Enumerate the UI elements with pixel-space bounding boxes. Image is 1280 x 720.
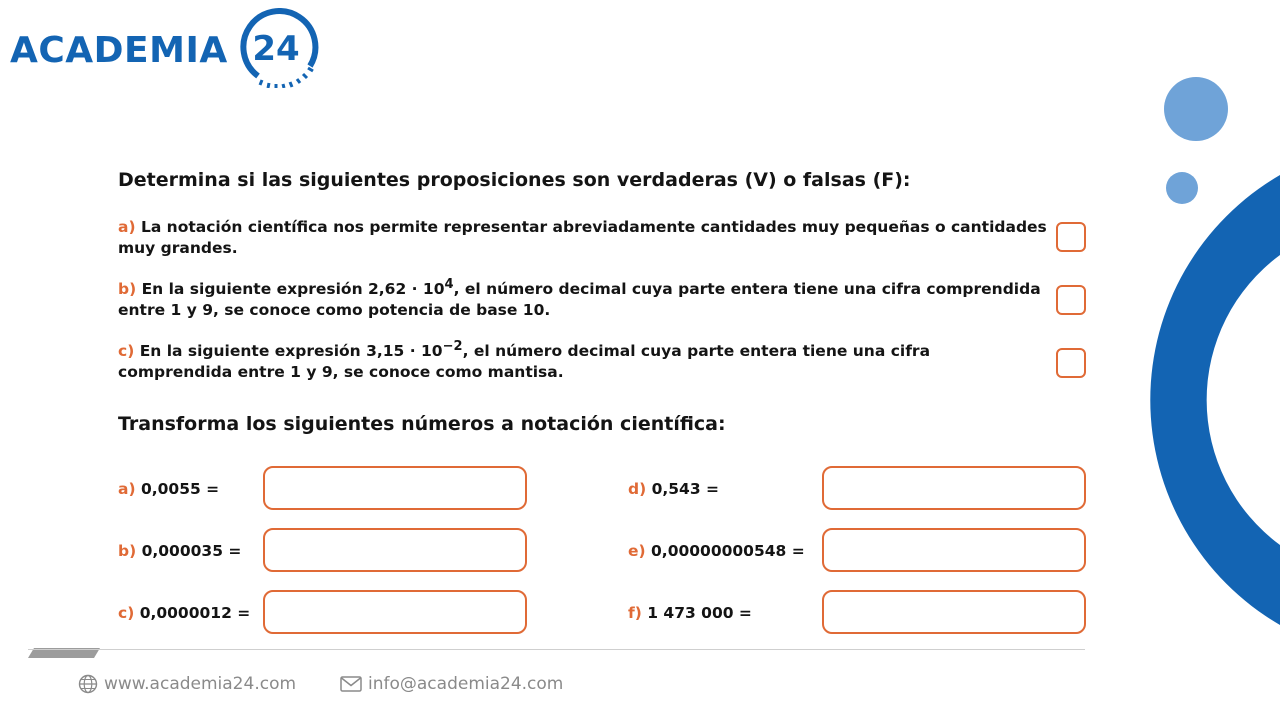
exercise-value: 0,0000012 = — [139, 604, 251, 622]
exponent: 4 — [444, 276, 454, 292]
answer-box-b[interactable] — [263, 528, 527, 572]
exercise-letter: d) — [628, 480, 647, 498]
exercise-label-a — [118, 479, 219, 499]
email-text: info@academia24.com — [368, 674, 564, 694]
exercise-letter: c) — [118, 604, 135, 622]
exercise-value: 0,543 = — [651, 480, 720, 498]
decorative-shapes — [1150, 0, 1280, 720]
exercise-label-b — [118, 541, 241, 561]
brand-badge — [236, 8, 320, 88]
exercise-value: 0,0055 = — [140, 480, 220, 498]
proposition-text: La notación científica nos permite representar abreviadamente cantidades muy pequeñas o cantidades muy grandes. — [118, 218, 1047, 257]
proposition-text-pre: En la siguiente expresión 2,62 · 10 — [141, 280, 445, 298]
exercise-letter: a) — [118, 480, 136, 498]
proposition-text-post: , el número decimal cuya parte entera tiene una cifra comprendida entre 1 y 9, se conoce como potencia de base 10. — [118, 280, 1041, 319]
exponent: −2 — [442, 338, 463, 354]
exercise-value: 1 473 000 = — [647, 604, 752, 622]
brand-name: ACADEMIA — [10, 30, 228, 71]
exercise-label-e — [628, 541, 805, 561]
proposition-b — [118, 276, 1048, 321]
exercise-value: 0,00000000548 = — [651, 542, 805, 560]
proposition-letter: c) — [118, 342, 135, 360]
globe-icon — [78, 674, 98, 694]
footer-divider — [28, 649, 1085, 650]
proposition-a — [118, 217, 1048, 259]
brand-number: 24 — [252, 29, 300, 69]
answer-box-e[interactable] — [822, 528, 1086, 572]
website-text: www.academia24.com — [104, 674, 297, 694]
answer-box-d[interactable] — [822, 466, 1086, 510]
exercise-letter: e) — [628, 542, 646, 560]
exercise-value: 0,000035 = — [141, 542, 242, 560]
proposition-letter: b) — [118, 280, 137, 298]
exercise-label-c — [118, 603, 250, 623]
exercise-letter: f) — [628, 604, 642, 622]
mail-icon — [340, 676, 362, 692]
footer-website[interactable] — [78, 674, 296, 694]
section2-heading: Transforma los siguientes números a notación científica: — [118, 413, 726, 435]
answer-box-a[interactable] — [263, 466, 527, 510]
footer-email[interactable] — [340, 674, 563, 694]
proposition-text-pre: En la siguiente expresión 3,15 · 10 — [139, 342, 443, 360]
exercise-label-f — [628, 603, 752, 623]
exercise-letter: b) — [118, 542, 137, 560]
proposition-text-post: , el número decimal cuya parte entera tiene una cifra comprendida entre 1 y 9, se conoce como mantisa. — [118, 342, 931, 381]
answer-box-f[interactable] — [822, 590, 1086, 634]
academia24-logo — [10, 8, 330, 88]
proposition-c — [118, 338, 938, 383]
true-false-box-a[interactable] — [1056, 222, 1086, 252]
section1-heading: Determina si las siguientes proposiciones son verdaderas (V) o falsas (F): — [118, 169, 911, 191]
true-false-box-c[interactable] — [1056, 348, 1086, 378]
answer-box-c[interactable] — [263, 590, 527, 634]
true-false-box-b[interactable] — [1056, 285, 1086, 315]
proposition-letter: a) — [118, 218, 136, 236]
exercise-label-d — [628, 479, 719, 499]
